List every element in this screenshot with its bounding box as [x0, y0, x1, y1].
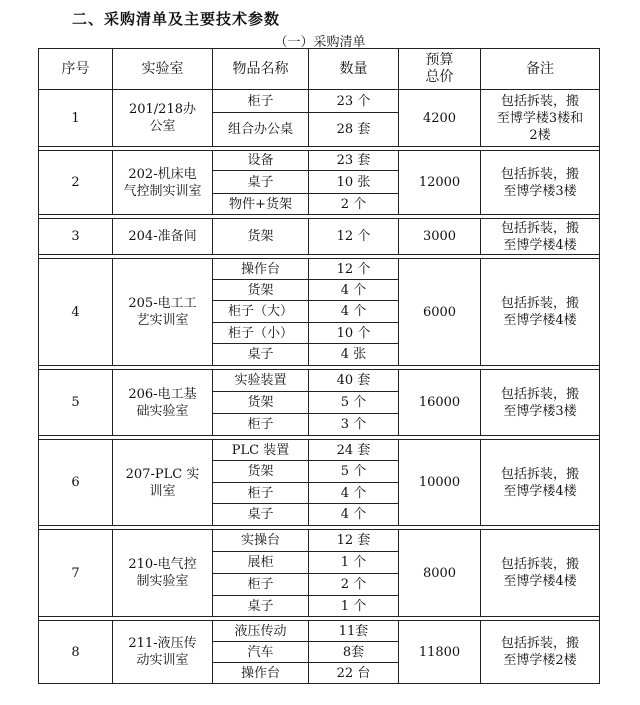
lab-cell	[113, 440, 213, 526]
item-qty-cell: 4 个	[309, 301, 399, 323]
section-heading: 二、采购清单及主要技术参数	[72, 10, 281, 28]
note-cell-text: 包括拆装，搬至博学楼4楼	[500, 557, 579, 589]
item-name-cell: 桌子	[213, 171, 309, 194]
header-budget-text: 预算总价	[425, 52, 454, 85]
note-cell	[481, 530, 600, 617]
item-name-cell: 操作台	[213, 663, 309, 684]
lab-cell	[113, 530, 213, 617]
note-cell	[481, 219, 600, 255]
header-lab: 实验室	[113, 49, 213, 90]
item-qty-cell: 10 张	[309, 171, 399, 194]
table-row	[39, 530, 600, 552]
item-qty-cell: 1 个	[309, 552, 399, 574]
item-name-cell: 组合办公桌	[213, 113, 309, 147]
item-qty-cell: 2 个	[309, 574, 399, 596]
lab-cell-text: 211-液压传动实训室	[128, 636, 197, 668]
lab-cell-text: 206-电工基础实验室	[128, 386, 197, 419]
item-name-cell: 柜子	[213, 483, 309, 504]
item-name-cell: 柜子	[213, 90, 309, 113]
item-qty-cell: 4 张	[309, 344, 399, 366]
lab-cell	[113, 259, 213, 366]
note-cell	[481, 440, 600, 526]
seq-cell: 4	[39, 259, 113, 366]
note-cell-text: 包括拆装，搬至博学楼3楼	[500, 166, 579, 199]
item-qty-cell: 1 个	[309, 596, 399, 617]
table-caption: （一）采购清单	[274, 35, 366, 50]
note-cell-text: 包括拆装，搬至博学楼3楼和2楼	[496, 93, 584, 143]
note-cell-text: 包括拆装，搬至博学楼4楼	[500, 296, 579, 328]
item-name-cell: 汽车	[213, 642, 309, 663]
item-qty-cell: 24 套	[309, 440, 399, 461]
item-qty-cell: 23 个	[309, 90, 399, 113]
item-qty-cell: 8套	[309, 642, 399, 663]
item-qty-cell: 22 台	[309, 663, 399, 684]
item-qty-cell: 4 个	[309, 483, 399, 504]
item-name-cell: 桌子	[213, 344, 309, 366]
item-name-cell: 操作台	[213, 259, 309, 280]
item-name-cell: 液压传动	[213, 621, 309, 642]
item-name-cell: 货架	[213, 219, 309, 255]
item-qty-cell: 5 个	[309, 392, 399, 414]
budget-cell: 3000	[399, 219, 481, 255]
note-cell	[481, 90, 600, 147]
item-name-cell: 柜子（小）	[213, 323, 309, 344]
item-name-cell: 柜子	[213, 574, 309, 596]
header-qty: 数量	[309, 49, 399, 90]
header-item-text: 物品名称	[232, 60, 289, 77]
budget-cell: 11800	[399, 621, 481, 684]
table-row	[39, 440, 600, 461]
note-cell-text: 包括拆装，搬至博学楼2楼	[500, 636, 579, 668]
item-qty-cell: 3 个	[309, 414, 399, 436]
budget-cell: 12000	[399, 151, 481, 215]
table-row	[39, 219, 600, 255]
seq-cell: 8	[39, 621, 113, 684]
header-budget	[399, 49, 481, 90]
lab-cell	[113, 621, 213, 684]
item-qty-cell: 23 套	[309, 151, 399, 171]
budget-cell: 10000	[399, 440, 481, 526]
lab-cell-text: 205-电工工艺实训室	[128, 296, 197, 328]
item-name-cell: 货架	[213, 461, 309, 483]
seq-cell: 3	[39, 219, 113, 255]
header-row	[39, 49, 600, 90]
item-name-cell: 柜子	[213, 414, 309, 436]
item-qty-cell: 10 个	[309, 323, 399, 344]
item-name-cell: 展柜	[213, 552, 309, 574]
lab-cell	[113, 90, 213, 147]
budget-cell: 8000	[399, 530, 481, 617]
note-cell	[481, 259, 600, 366]
table-row	[39, 621, 600, 642]
header-item	[213, 49, 309, 90]
item-name-cell: 桌子	[213, 504, 309, 526]
item-qty-cell: 12 个	[309, 219, 399, 255]
item-name-cell: 货架	[213, 392, 309, 414]
seq-cell: 5	[39, 370, 113, 436]
lab-cell-text: 204-准备间	[128, 229, 197, 244]
item-name-cell: 设备	[213, 151, 309, 171]
budget-cell: 6000	[399, 259, 481, 366]
budget-cell: 4200	[399, 90, 481, 147]
item-name-cell: 物件+货架	[213, 194, 309, 215]
note-cell	[481, 151, 600, 215]
header-seq: 序号	[39, 49, 113, 90]
table-body	[39, 90, 600, 684]
lab-cell	[113, 219, 213, 255]
budget-cell: 16000	[399, 370, 481, 436]
note-cell-text: 包括拆装，搬至博学楼4楼	[500, 466, 579, 499]
item-qty-cell: 5 个	[309, 461, 399, 483]
lab-cell	[113, 151, 213, 215]
item-name-cell: 货架	[213, 280, 309, 301]
note-cell	[481, 370, 600, 436]
item-qty-cell: 28 套	[309, 113, 399, 147]
note-cell	[481, 621, 600, 684]
header-note: 备注	[481, 49, 600, 90]
lab-cell-text: 202-机床电气控制实训室	[123, 166, 202, 199]
procurement-table	[38, 48, 600, 684]
table-row	[39, 259, 600, 280]
table-row	[39, 151, 600, 171]
item-qty-cell: 4 个	[309, 504, 399, 526]
item-name-cell: 柜子（大）	[213, 301, 309, 323]
lab-cell-text: 210-电气控制实验室	[128, 557, 197, 589]
item-name-cell: PLC 装置	[213, 440, 309, 461]
lab-cell	[113, 370, 213, 436]
seq-cell: 2	[39, 151, 113, 215]
item-name-cell: 桌子	[213, 596, 309, 617]
lab-cell-text: 201/218办公室	[128, 102, 196, 134]
item-name-cell: 实操台	[213, 530, 309, 552]
seq-cell: 7	[39, 530, 113, 617]
seq-cell: 1	[39, 90, 113, 147]
table-row	[39, 370, 600, 392]
note-cell-text: 包括拆装，搬至博学楼4楼	[500, 220, 579, 253]
lab-cell-text: 207-PLC 实训室	[125, 466, 200, 499]
item-qty-cell: 2 个	[309, 194, 399, 215]
item-qty-cell: 4 个	[309, 280, 399, 301]
table-row	[39, 90, 600, 113]
item-name-cell: 实验装置	[213, 370, 309, 392]
item-qty-cell: 40 套	[309, 370, 399, 392]
item-qty-cell: 12 个	[309, 259, 399, 280]
seq-cell: 6	[39, 440, 113, 526]
note-cell-text: 包括拆装，搬至博学楼3楼	[500, 386, 579, 419]
item-qty-cell: 11套	[309, 621, 399, 642]
item-qty-cell: 12 套	[309, 530, 399, 552]
